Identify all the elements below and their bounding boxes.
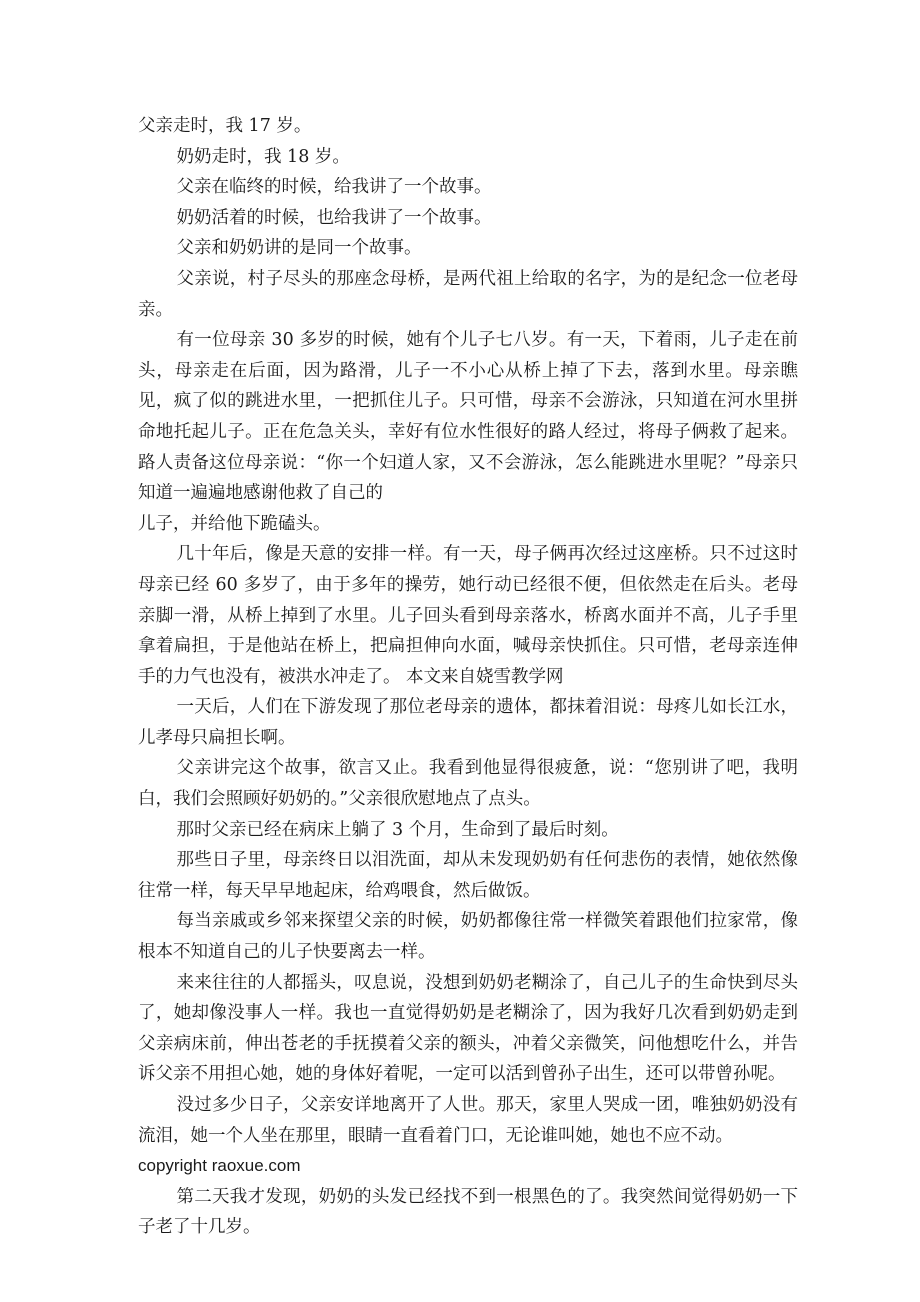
paragraph-10: 一天后，人们在下游发现了那位老母亲的遗体，都抹着泪说：母疼儿如长江水，儿孝母只扁担长啊。: [138, 697, 798, 748]
paragraph-1: 父亲走时，我 17 岁。: [138, 116, 312, 136]
paragraph-17: 第二天我才发现，奶奶的头发已经找不到一根黑色的了。我突然间觉得奶奶一下子老了十几岁。: [138, 1186, 798, 1238]
paragraph-3: 父亲在临终的时候，给我讲了一个故事。: [176, 177, 492, 198]
paragraph-4: 奶奶活着的时候，也给我讲了一个故事。: [176, 207, 492, 228]
paragraph-2: 奶奶走时，我 18 岁。: [176, 146, 350, 167]
paragraph-16: 没过多少日子，父亲安详地离开了人世。那天，家里人哭成一团，唯独奶奶没有流泪，她一个人坐在那里，眼睛一直看着门口，无论谁叫她，她也不应不动。: [138, 1095, 798, 1146]
paragraph-8: 儿子，并给他下跪磕头。: [138, 513, 331, 534]
paragraph-12: 那时父亲已经在病床上躺了 3 个月，生命到了最后时刻。: [176, 819, 619, 840]
paragraph-6: 父亲说，村子尽头的那座念母桥，是两代祖上给取的名字，为的是纪念一位老母亲。: [138, 268, 798, 320]
paragraph-11: 父亲讲完这个故事，欲言又止。我看到他显得很疲惫，说：“您别讲了吧，我明白，我们会照顾好奶奶的。”父亲很欣慰地点了点头。: [138, 758, 798, 810]
paragraph-7: 有一位母亲 30 多岁的时候，她有个儿子七八岁。有一天，下着雨，儿子走在前头，母亲走在后面，因为路滑，儿子一不小心从桥上掉了下去，落到水里。母亲瞧见，疯了似的跳进水里，一把抓住儿子。只可惜，母亲不会游泳，只知道在河水里拼命地托起儿子。正在危急关头，幸好有位水性很好的路人经过，将母子俩救了起来。路人责备这位母亲说：“你一个妇道人家，又不会游泳，怎么能跳进水里呢？”母亲只知道一遍遍地感谢他救了自己的: [138, 330, 798, 504]
paragraph-13: 那些日子里，母亲终日以泪洗面，却从未发现奶奶有任何悲伤的表情，她依然像往常一样，每天早早地起床，给鸡喂食，然后做饭。: [138, 850, 798, 901]
paragraph-9: 几十年后，像是天意的安排一样。有一天，母子俩再次经过这座桥。只不过这时母亲已经 60 多岁了，由于多年的操劳，她行动已经很不便，但依然走在后头。老母亲脚一滑，从桥上掉到了水里。儿子回头看到母亲落水，桥离水面并不高，儿子手里拿着扁担，于是他站在桥上，把扁担伸向水面，喊母亲快抓住。只可惜，老母亲连伸手的力气也没有，被洪水冲走了。 本文来自娆雪教学网: [138, 544, 798, 687]
document-body: [138, 111, 798, 1243]
paragraph-14: 每当亲戚或乡邻来探望父亲的时候，奶奶都像往常一样微笑着跟他们拉家常，像根本不知道自己的儿子快要离去一样。: [138, 911, 798, 963]
paragraph-5: 父亲和奶奶讲的是同一个故事。: [176, 238, 422, 259]
copyright-line: copyright raoxue.com: [138, 1156, 301, 1176]
paragraph-15: 来来往往的人都摇头，叹息说，没想到奶奶老糊涂了，自己儿子的生命快到尽头了，她却像没事人一样。我也一直觉得奶奶是老糊涂了，因为我好几次看到奶奶走到父亲病床前，伸出苍老的手抚摸着父亲的额头，冲着父亲微笑，问他想吃什么，并告诉父亲不用担心她，她的身体好着呢，一定可以活到曾孙子出生，还可以带曾孙呢。: [138, 972, 798, 1085]
